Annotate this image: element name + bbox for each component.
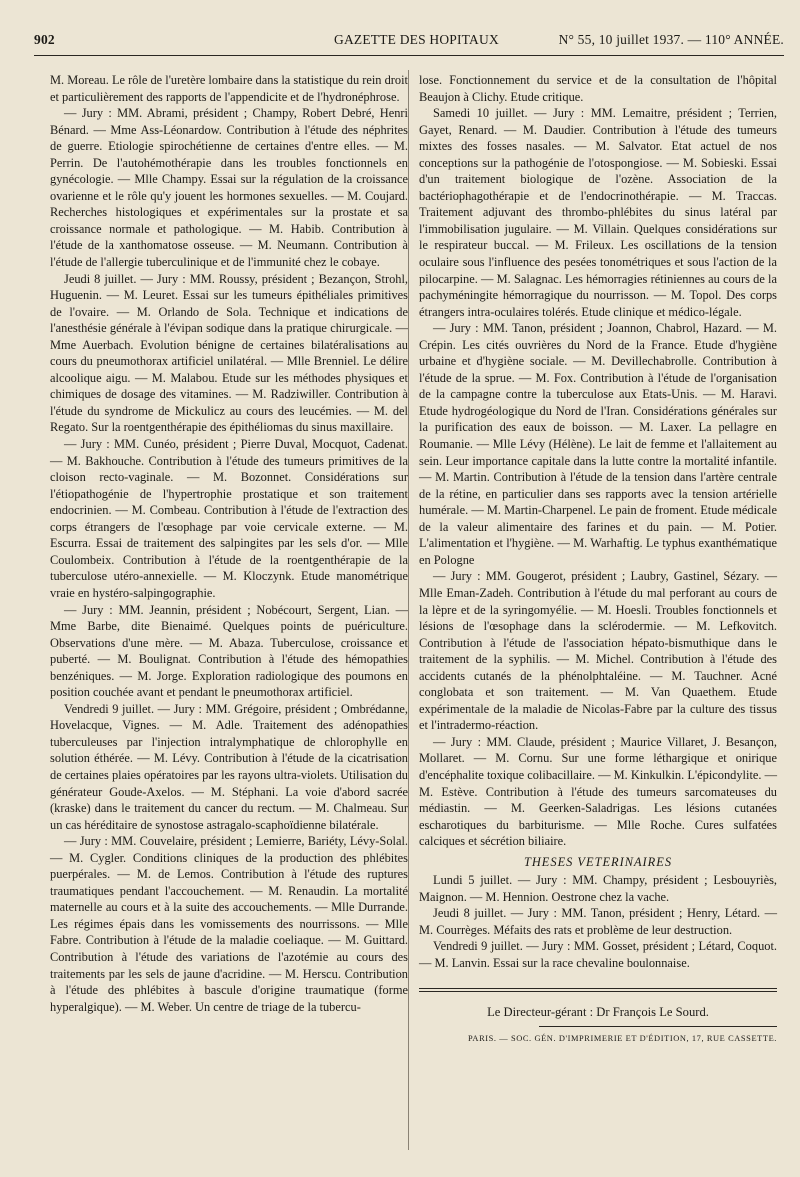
paragraph: — Jury : MM. Claude, président ; Maurice Villaret, J. Besançon, Mollaret. — M. Cornu. Sur une forme léthargique et onirique d'encéphalite toxique colibacillaire. — M. Kinkulkin. L'épicondylite. — M. Estève. Contribution à l'étude des tumeurs sarcomateuses du médiastin. — M. Geerken-Saladrigas. Les lésions cutanées escharotiques du barbiturisme. — Mlle Roche. Cures sulfatées calciques et sécrétion biliaire. xyxy=(419,734,777,849)
paragraph: Lundi 5 juillet. — Jury : MM. Champy, président ; Lesbouyriès, Maignon. — M. Hennion. Oestrone chez la vache. xyxy=(419,873,777,904)
paragraph: — Jury : MM. Couvelaire, président ; Lemierre, Bariéty, Lévy-Solal. — M. Cygler. Conditions cliniques de la production des phlébites puerpérales. — M. de Lemos. Contribution à l'étude des ruptures traumatiques pendant l'accouchement. — M. Renaudin. La mortalité maternelle au cours et à la suite des accouchements. — Mlle Durrande. Les régimes épais dans les vomissements des nourrissons. — Mlle Fabre. Contribution à l'étude de la maladie coeliaque. — M. Guittard. Contribution à l'étude des variations de l'azotémie au cours des traitements par les sels de jaune d'acridine. — M. Herscu. Contribution à l'étude des phlébites à bascule d'origine traumatique (forme hyperalgique). — M. Weber. Un centre de triage de la tubercu- xyxy=(50,834,408,1014)
imprint-rule xyxy=(539,1026,777,1027)
journal-title: GAZETTE DES HOPITAUX xyxy=(334,32,499,47)
right-column xyxy=(419,72,777,1048)
paragraph: Vendredi 9 juillet. — Jury : MM. Grégoire, président ; Ombrédanne, Hovelacque, Vignes. — M. Adle. Traitement des adénopathies tuberculeuses par l'injection intralymphatique de chlorophylle en solution éthérée. — M. Lévy. Contribution à l'étude de la cicatrisation de certaines plaies opératoires par les rayons ultra-violets. Utilisation du générateur Goude-Axelos. — M. Stéphani. La voie d'abord sacrée (kraske) dans le traitement du cancer du rectum. — M. Chalmeau. Sur un cas héréditaire de synostose astragalo-scaphoïdienne bilatérale. xyxy=(50,701,408,832)
paragraph: — Jury : MM. Jeannin, président ; Nobécourt, Sergent, Lian. — Mme Barbe, dite Bienaimé. Quelques points de puériculture. Observations d'une mère. — M. Abaza. Tuberculose, croissance et puberté. — M. Boulignat. Contribution à l'étude des hémopathies benzéniques. — M. Jorge. Exploration radiologique des poumons en position couchée avant et pendant le pneumothorax artificiel. xyxy=(50,602,408,700)
double-rule xyxy=(419,988,777,992)
paragraph: — Jury : MM. Cunéo, président ; Pierre Duval, Mocquot, Cadenat. — M. Bakhouche. Contribution à l'étude des tumeurs primitives de la cloison recto-vaginale. — M. Bozonnet. Considérations sur l'étiopathogénie de l'hypertrophie prostatique et son traitement endocrinien. — M. Combeau. Contribution à l'étude de l'extraction des corps étrangers de l'œsophage par voie cervicale externe. — M. Escurra. Essai de traitement des salpingites par les sels d'or. — Mlle Coulombeix. Contribution à l'étude de la roentgenthérapie de la tuberculose utéro-annexielle. — M. Kloczynk. Etude manométrique vraie en hystéro-salpingographie. xyxy=(50,437,408,600)
closing-rules xyxy=(419,988,777,992)
paragraph: Samedi 10 juillet. — Jury : MM. Lemaitre, président ; Terrien, Gayet, Renard. — M. Daudier. Contribution à l'étude des tumeurs mixtes des fosses nasales. — M. Salvator. Etat actuel de nos conceptions sur la pathogénie de l'otospongiose. — M. Sobieski. Essai d'un traitement biologique de l'ozène. Association de la bactériophagothérapie et de l'endocrinothérapie. — M. Traccas. Traitement adjuvant des thrombo-phlébites du sinus latéral par l'immobilisation jugulaire. — M. Villain. Quelques considérations sur le respirateur buccal. — M. Frileux. Les oscillations de la tension oculaire sous l'influence des pesées tonométriques et sous l'action de la pilocarpine. — M. Salagnac. Les hémorragies rétiniennes au cours de la pachyméningite hémorragique du nourrisson. — M. Topol. Des corps étrangers intra-oculaires tolérés. Etude clinique et médico-légale. xyxy=(419,106,777,319)
paragraph: Jeudi 8 juillet. — Jury : MM. Roussy, président ; Bezançon, Strohl, Huguenin. — M. Leuret. Essai sur les tumeurs épithéliales primitives de l'ovaire. — M. Orlando de Sola. Technique et indications de l'anesthésie générale à l'évipan sodique dans la pratique chirurgicale. — Mme Auerbach. Evolution bénigne de certaines bilatéralisations au cours du pneumothorax artificiel unilatéral. — Mlle Brenniel. Le délire alcoolique aigu. — M. Malabou. Etude sur les méthodes physiques et chimiques de dosage des vitamines. — M. Radziwiller. Contribution à l'étude du syndrome de Mickulicz au cours des leucémies. — M. del Regato. Sur la roentgenthérapie des épithéliomas du sinus maxillaire. xyxy=(50,271,408,435)
column-divider xyxy=(408,70,409,1150)
paragraph: — Jury : MM. Gougerot, président ; Laubry, Gastinel, Sézary. — Mlle Eman-Zadeh. Contribution à l'étude du mal perforant au cours de la lèpre et de la syringomyélie. — M. Hoesli. Troubles fonctionnels et lésions de l'œsophage dans la sclérodermie. — M. Lefkovitch. Contribution à l'étude de l'association hépato-bismuthique dans le traitement de la syphilis. — M. Michel. Contribution à l'étude des accidents cutanés de la phénolphtaléine. — M. Tauchner. Acné conglobata et son traitement. — M. Van Quaethem. Etude expérimentale de la maladie de Nicolas-Fabre par la culture des tissus et l'intradermo-réaction. xyxy=(419,569,777,733)
paragraph: M. Moreau. Le rôle de l'uretère lombaire dans la statistique du rein droit et particulièrement des rapports de l'appendicite et de l'hydronéphrose. xyxy=(50,73,409,104)
left-column xyxy=(50,72,408,1015)
paragraph: Jeudi 8 juillet. — Jury : MM. Tanon, président ; Henry, Létard. — M. Courrèges. Méfaits des rats et problème de leur destruction. xyxy=(419,906,777,937)
imprint-line: PARIS. — SOC. GÉN. D'IMPRIMERIE ET D'ÉDITION, 17, RUE CASSETTE. xyxy=(467,1034,777,1044)
paragraph: — Jury : MM. Tanon, président ; Joannon, Chabrol, Hazard. — M. Crépin. Les cités ouvrières du Nord de la France. Etude d'hygiène urbaine et d'hygiène sociale. — M. Devillechabrolle. Contribution à l'étude de la sprue. — M. Fox. Contribution à l'étude de l'organisation de la campagne contre la tuberculose aux Etats-Unis. — M. Haravi. Etude hydrogéologique du Nord de l'Iran. Considérations générales sur la purification des eaux de boisson. — M. Laxer. La pellagre en Roumanie. — Mlle Lévy (Hélène). Le lait de femme et l'allaitement au sein. Leur importance capitale dans la lutte contre la mortalité infantile. — M. Martin. Contribution à l'étude de la tension dans l'artère centrale de la rétine, en particulier dans ses rapports avec la tension artérielle humérale. — M. Martin-Charpenel. Le pain de froment. Etude médicale de la valeur alimentaire des farines et du pain. — M. Potier. L'alimentation et l'hygiène. — M. Warhaftig. Le typhus exanthématique en Pologne xyxy=(419,321,777,567)
director-line: Le Directeur-gérant : Dr François Le Sourd. xyxy=(487,1004,709,1019)
header-rule xyxy=(34,55,784,56)
page-header xyxy=(34,30,784,54)
page-number: 902 xyxy=(34,32,55,47)
paragraph: — Jury : MM. Abrami, président ; Champy, Robert Debré, Henri Bénard. — Mme Ass-Léonardow. Contribution à l'étude des néphrites de guerre. Etiologie spirochétienne de certaines d'entre elles. — M. Perrin. De l'autohémothérapie dans les troubles fonctionnels en gynécologie. — Mlle Champy. Essai sur la régulation de la croissance ovarienne et le rôle qu'y jouent les hormones sexuelles. — M. Coujard. Recherches histologiques et expérimentales sur la prostate et sa croissance normale et pathologique. — M. Habib. Contribution à l'étude de la xanthomatose osseuse. — M. Neumann. Contribution à l'étude de l'allergie tuberculinique et de l'immunité chez le cobaye. xyxy=(50,106,408,270)
issue-line: N° 55, 10 juillet 1937. — 110° ANNÉE. xyxy=(558,32,784,47)
section-heading: THESES VETERINAIRES xyxy=(523,854,673,869)
paragraph: Vendredi 9 juillet. — Jury : MM. Gosset, président ; Létard, Coquot. — M. Lanvin. Essai sur la race chevaline boulonnaise. xyxy=(419,939,777,970)
paragraph: lose. Fonctionnement du service et de la consultation de l'hôpital Beaujon à Clichy. Etude critique. xyxy=(419,73,777,104)
